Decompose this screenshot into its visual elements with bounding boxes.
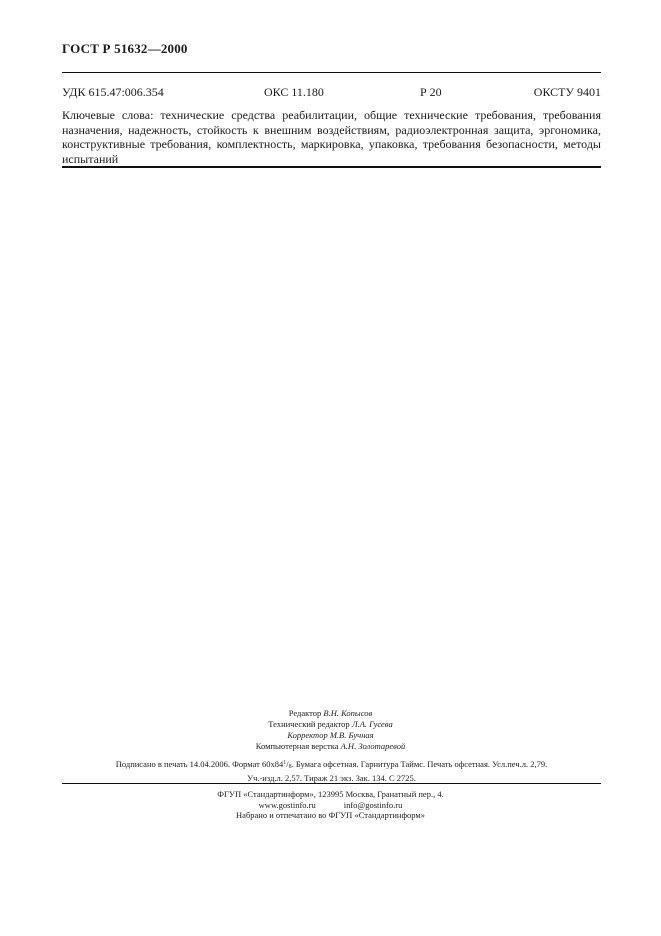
publisher-address: ФГУП «Стандартинформ», 123995 Москва, Гранатный пер., 4. — [217, 789, 444, 799]
imprint-rule — [62, 783, 601, 784]
printed-by: Набрано и отпечатано во ФГУП «Стандартинформ» — [236, 810, 425, 820]
classification-codes — [62, 85, 601, 101]
layout-line: Компьютерная верстка А.Н. Золотаревой — [255, 741, 406, 751]
header-rule — [62, 72, 601, 73]
tech-editor-name: Л.А. Гусева — [351, 719, 393, 729]
okstu-code: ОКСТУ 9401 — [533, 85, 601, 99]
udk-code: УДК 615.47:006.354 — [62, 85, 164, 99]
editor-line: Редактор В.Н. Копысов — [288, 708, 373, 718]
corrector-name: М.В. Бучная — [329, 730, 374, 740]
print-info-line-1: Подписано в печать 14.04.2006. Формат $60х84^1/_8$. Бумага офсетная. Гарнитура Таймс. Печать офсетная. Усл.печ.л. 2,79. — [115, 759, 548, 770]
print-info — [62, 758, 601, 784]
standard-designation: ГОСТ Р 51632—2000 — [62, 41, 188, 56]
group-code: Р 20 — [420, 85, 442, 99]
publisher-contacts — [0, 800, 661, 811]
keywords-rule — [62, 166, 601, 168]
editor-name: В.Н. Копысов — [323, 708, 373, 718]
publisher-info — [0, 789, 661, 821]
publisher-email: info@gostinfo.ru — [343, 799, 403, 810]
publisher-website: www.gostinfo.ru — [258, 799, 316, 810]
layout-name: А.Н. Золотаревой — [340, 741, 406, 751]
print-info-line-2: Уч.-изд.л. 2,57. Тираж 21 экз. Зак. 134. С 2725. — [247, 773, 416, 783]
corrector-line: Корректор М.В. Бучная — [287, 730, 374, 740]
tech-editor-line: Технический редактор Л.А. Гусева — [268, 719, 393, 729]
editorial-credits — [0, 708, 661, 752]
oks-code: ОКС 11.180 — [264, 85, 324, 99]
keywords-paragraph: Ключевые слова: технические средства реабилитации, общие технические требования, требования назначения, надежность, стойкость к внешним воздействиям, радиоэлектронная защита, эргономика, конструктивные требования, комплектность, маркировка, упаковка, требования безопасности, методы испытаний — [62, 108, 601, 166]
